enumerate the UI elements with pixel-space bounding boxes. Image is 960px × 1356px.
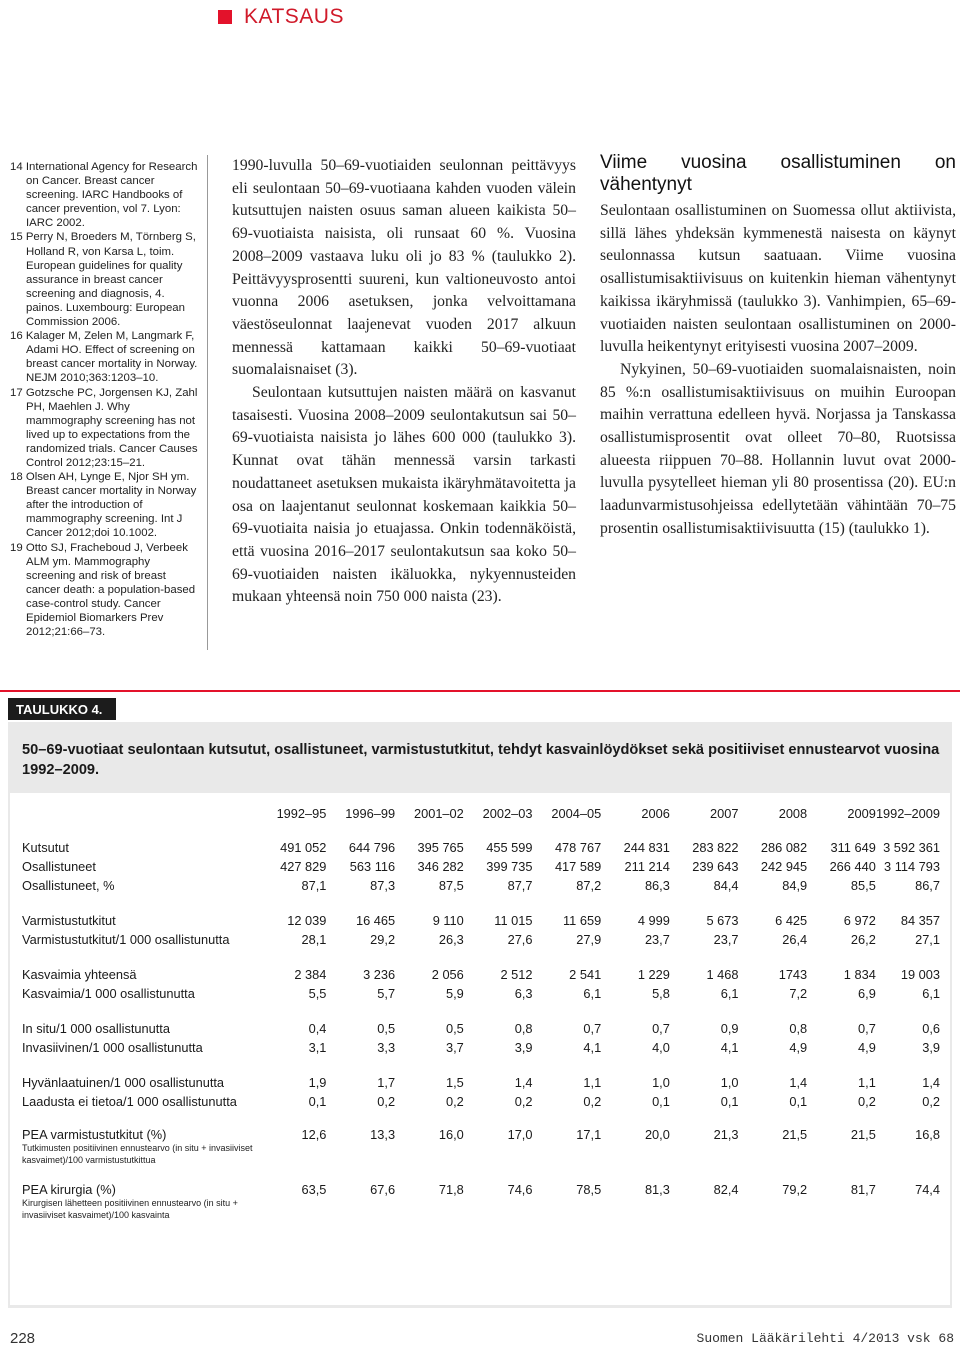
table-cell: 74,4 (915, 1182, 940, 1197)
table-cell: 0,2 (377, 1094, 396, 1109)
row-label-cell (12, 1073, 258, 1092)
table-cell: 71,8 (438, 1182, 464, 1197)
subheading: Viime vuosina osallistuminen on vähentynyt (600, 152, 956, 195)
table-cell: 0,7 (583, 1021, 602, 1036)
table-cell: 0,4 (308, 1021, 327, 1036)
table-cell: 2 512 (500, 967, 533, 982)
table-cell: 395 765 (417, 840, 464, 855)
table-cell: 12 039 (287, 913, 327, 928)
table-cell: 3,1 (308, 1040, 327, 1055)
table-cell: 455 599 (486, 840, 533, 855)
row-label-cell (12, 876, 258, 895)
table-header-cell: 2009 (847, 805, 876, 821)
table-cell: 9 110 (432, 913, 464, 928)
row-label: Varmistustutkitut/1 000 osallistunutta (22, 932, 230, 947)
row-label: In situ/1 000 osallistunutta (22, 1021, 170, 1036)
table-cell: 1,1 (858, 1075, 876, 1090)
table-header-cell: 2004–05 (551, 805, 602, 821)
table-header-cell: 1992–95 (276, 805, 327, 821)
table-row (12, 911, 948, 930)
row-label-cell (12, 911, 258, 930)
paragraph: Seulontaan osallistuminen on Suomessa ollut aktiivista, sillä lähes yhdeksän kymmenestä naisesta on käynyt seulonnassa kutsun saatuaan. Viime vuosina osallistumisaktiivisuus on kuitenkin hieman vähentynyt kaikissa ikäryhmissä (taulukko 3). Vanhimpien, 65–69-vuotiaiden naisten seulontaan osallistuminen on 2000-luvulla heikentynyt erityisesti vuosina 2007–2009. (600, 202, 956, 356)
table-cell: 286 082 (760, 840, 808, 855)
reference-item: 19 Otto SJ, Fracheboud J, Verbeek ALM ym. Mammography screening and risk of breast cancer death: a population-based case-control study. Cancer Epidemiol Biomarkers Prev 2012;21:66–73. (10, 541, 196, 639)
table-cell: 86,3 (644, 878, 670, 893)
table-cell: 82,4 (713, 1182, 739, 1197)
table-cell: 3 592 361 (883, 840, 940, 855)
table-cell: 4,1 (720, 1040, 739, 1055)
table-cell: 4,0 (652, 1040, 670, 1055)
table-cell: 1743 (778, 967, 808, 982)
table-cell: 478 767 (554, 840, 602, 855)
table-cell: 0,9 (720, 1021, 739, 1036)
table-cell: 86,7 (915, 878, 940, 893)
table-cell: 283 822 (692, 840, 739, 855)
row-label-cell (12, 965, 258, 984)
table-row (12, 838, 948, 857)
table-cell: 26,4 (782, 932, 808, 947)
table-cell: 0,1 (789, 1094, 808, 1109)
table-row (12, 984, 948, 1003)
row-label-cell (12, 857, 258, 876)
table-cell: 84,9 (782, 878, 808, 893)
table-cell: 74,6 (507, 1182, 533, 1197)
row-label: PEA kirurgia (%) (22, 1182, 116, 1197)
table-cell: 0,2 (446, 1094, 464, 1109)
table-row (12, 1092, 948, 1111)
table-cell: 29,2 (370, 932, 396, 947)
table-cell: 79,2 (782, 1182, 808, 1197)
table-cell: 87,7 (507, 878, 533, 893)
table-cell: 16,8 (915, 1127, 940, 1142)
table-cell: 1,4 (922, 1075, 940, 1090)
table-cell: 6 972 (843, 913, 876, 928)
row-label: Laadusta ei tietoa/1 000 osallistunutta (22, 1094, 237, 1109)
table-cell: 67,6 (370, 1182, 396, 1197)
table-cell: 6,9 (858, 986, 876, 1001)
table-cell: 1,0 (720, 1075, 739, 1090)
table-cell: 644 796 (348, 840, 396, 855)
table-cell: 2 056 (431, 967, 464, 982)
table-header-cell: 2002–03 (482, 805, 533, 821)
table-divider (0, 690, 960, 692)
table-row (12, 1127, 948, 1166)
table-header-cell: 2008 (778, 805, 808, 821)
table-cell: 266 440 (829, 859, 876, 874)
table-row (12, 1038, 948, 1057)
table-cell: 1,1 (583, 1075, 602, 1090)
table-cell: 6 425 (775, 913, 808, 928)
table-row (12, 1073, 948, 1092)
table-cell: 87,5 (438, 878, 464, 893)
table-caption: 50–69-vuotiaat seulontaan kutsutut, osallistuneet, varmistustutkitut, tehdyt kasvainlöydökset sekä positiiviset ennustearvot vuosina 1992–2009. (22, 742, 940, 778)
section-marker-icon (218, 10, 232, 24)
row-label-cell (12, 1182, 258, 1221)
table-cell: 16,0 (438, 1127, 464, 1142)
table-cell: 5,5 (308, 986, 327, 1001)
table-cell: 5,8 (652, 986, 670, 1001)
table-cell: 0,8 (789, 1021, 808, 1036)
table-cell: 19 003 (900, 967, 940, 982)
table-cell: 84,4 (713, 878, 739, 893)
table-header-row (12, 800, 948, 826)
table-cell: 2 541 (569, 967, 602, 982)
table-cell: 28,1 (301, 932, 327, 947)
table-cell: 239 643 (692, 859, 739, 874)
table-cell: 21,5 (850, 1127, 876, 1142)
table-cell: 0,5 (446, 1021, 464, 1036)
paragraph: Seulontaan kutsuttujen naisten määrä on kasvanut tasaisesti. Vuosina 2008–2009 seulontakutsun sai 50–69-vuotiaista naisista jo lähes 600 000 (taulukko 3). Kunnat ovat tähän mennessä varsin tarkasti noudattaneet asetuksen mukaista ikäryhmätavoitetta ja osa on laajentanut seulonnat koskemaan kaikkia 50–69-vuotiaita naisia jo etuajassa. Onkin todennäköistä, että vuosina 2016–2017 seulontakutsun saa koko 50–69-vuotiaiden naisten ikäluokka, nykyennusteiden mukaan yhteensä noin 750 000 naista (23). (232, 384, 576, 606)
table-cell: 0,5 (377, 1021, 396, 1036)
table-cell: 1 468 (706, 967, 739, 982)
table-cell: 311 649 (830, 840, 876, 855)
table-cell: 0,2 (514, 1094, 533, 1109)
table-cell: 5,9 (446, 986, 464, 1001)
table-spacer (12, 895, 948, 911)
table-row (12, 876, 948, 895)
table-cell: 417 589 (554, 859, 602, 874)
table-spacer (12, 826, 948, 838)
table-spacer (12, 1111, 948, 1127)
table-cell: 87,3 (370, 878, 396, 893)
table-cell: 16 465 (355, 913, 396, 928)
row-label: Osallistuneet (22, 859, 96, 874)
table-cell: 399 735 (486, 859, 533, 874)
row-label: Varmistustutkitut (22, 913, 116, 928)
table-cell: 2 384 (294, 967, 327, 982)
table-cell: 0,1 (720, 1094, 739, 1109)
reference-list (10, 160, 200, 639)
row-label: Osallistuneet, % (22, 878, 115, 893)
table-spacer (12, 1003, 948, 1019)
table-cell: 4,9 (789, 1040, 808, 1055)
table-cell: 84 357 (900, 913, 940, 928)
table-cell: 23,7 (644, 932, 670, 947)
row-label-cell (12, 1127, 258, 1166)
section-header (218, 5, 344, 29)
screening-table (12, 800, 948, 1221)
row-label: Invasiivinen/1 000 osallistunutta (22, 1040, 203, 1055)
paragraph: Nykyinen, 50–69-vuotiaiden suomalaisnaisten, noin 85 %:n osallistumisaktiivisuus on muihin Euroopan maihin verrattuna edelleen hyvä. Norjassa ja Tanskassa osallistumisprosentit ovat olleet 70–80, Ruotsissa alueesta riippuen 70–88. Hollannin luvut ovat 2000-luvulla pysytelleet hieman yli 80 prosentissa (20). EU:n laadunvarmistusohjeissa edellytetään vähintään 70–75 prosentin osallistumisaktiivisuutta (15) (taulukko 1). (600, 360, 956, 537)
row-label-cell (12, 1019, 258, 1038)
table-header-cell: 2006 (641, 805, 670, 821)
table-cell: 11 659 (563, 913, 602, 928)
table-cell: 81,7 (850, 1182, 876, 1197)
table-cell: 1,5 (446, 1075, 464, 1090)
row-note: Kirurgisen lähetteen positiivinen ennustearvo (in situ + invasiiviset kasvaimet)/100 kasvainta (22, 1198, 238, 1220)
reference-item: 16 Kalager M, Zelen M, Langmark F, Adami HO. Effect of screening on breast cancer mortality in Norway. NEJM 2010;363:1203–10. (10, 330, 198, 385)
reference-item: 18 Olsen AH, Lynge E, Njor SH ym. Breast cancer mortality in Norway after the introduction of mammography screening. Int J Cancer 2012;doi 10.1002. (10, 471, 197, 540)
table-cell: 491 052 (280, 840, 327, 855)
table-cell: 0,2 (858, 1094, 876, 1109)
reference-item: 14 International Agency for Research on Cancer. Breast cancer screening. IARC Handbooks of cancer prevention, vol 7. Lyon: IARC 2002. (10, 161, 198, 230)
table-cell: 1,4 (789, 1075, 808, 1090)
table-cell: 4,1 (583, 1040, 602, 1055)
column-divider (207, 155, 208, 650)
table-cell: 87,2 (576, 878, 602, 893)
table-cell: 0,8 (514, 1021, 533, 1036)
table-cell: 346 282 (417, 859, 464, 874)
table-row (12, 930, 948, 949)
row-label: Kasvaimia/1 000 osallistunutta (22, 986, 195, 1001)
table-spacer (12, 949, 948, 965)
table-cell: 3 236 (363, 967, 396, 982)
table-header-cell: 1996–99 (345, 805, 396, 821)
table-cell: 1 834 (843, 967, 876, 982)
paragraph: 1990-luvulla 50–69-vuotiaiden seulonnan peittävyys eli seulontaan 50–69-vuotiaana kahden vuoden välein kutsuttujen naisten osuus saman alueen kaikista 50–69-vuotiaista naisista, oli runsaat 60 %. Vuosina 2008–2009 vastaava luku oli jo 83 % (taulukko 2). Peittävyysprosentti suureni, kun valtioneuvosto antoi vuonna 2006 asetuksen, jonka velvoittamana väestöseulonnat laajenevat vuoden 2017 alkuun mennessä kattamaan kaikki 50–69-vuotiaat suomalaisnaiset (3). (232, 157, 576, 379)
table-header-cell: 2001–02 (413, 805, 464, 821)
row-label: Kasvaimia yhteensä (22, 967, 137, 982)
table-row (12, 1182, 948, 1221)
table-cell: 6,1 (720, 986, 739, 1001)
table-label: TAULUKKO 4. (8, 698, 116, 720)
row-label: Kutsutut (22, 840, 69, 855)
table-cell: 244 831 (623, 840, 670, 855)
table-cell: 17,0 (507, 1127, 533, 1142)
table-cell: 23,7 (713, 932, 739, 947)
table-spacer (12, 1166, 948, 1182)
table-spacer (12, 1057, 948, 1073)
table-row (12, 965, 948, 984)
article-column-2 (232, 155, 576, 609)
table-cell: 0,1 (652, 1094, 670, 1109)
table-row (12, 857, 948, 876)
table-cell: 63,5 (301, 1182, 327, 1197)
row-note: Tutkimusten positiivinen ennustearvo (in situ + invasiiviset kasvaimet)/100 varmistustutkittua (22, 1143, 253, 1165)
table-cell: 242 945 (760, 859, 808, 874)
table-cell: 13,3 (370, 1127, 396, 1142)
table-cell: 7,2 (789, 986, 808, 1001)
table-cell: 427 829 (280, 859, 327, 874)
table-cell: 3,9 (514, 1040, 533, 1055)
table-cell: 3,9 (922, 1040, 940, 1055)
table-cell: 0,2 (583, 1094, 602, 1109)
table-cell: 17,1 (576, 1127, 602, 1142)
table-header-cell: 2007 (710, 805, 739, 821)
table-cell: 0,7 (652, 1021, 670, 1036)
table-cell: 81,3 (644, 1182, 670, 1197)
table-cell: 26,2 (850, 932, 876, 947)
table-cell: 27,1 (915, 932, 940, 947)
row-label-cell (12, 1092, 258, 1111)
table-cell: 3,7 (446, 1040, 464, 1055)
table-cell: 5 673 (706, 913, 739, 928)
table-cell: 78,5 (576, 1182, 602, 1197)
table-cell: 21,3 (713, 1127, 739, 1142)
table-cell: 0,7 (858, 1021, 876, 1036)
table-cell: 0,6 (922, 1021, 940, 1036)
table-header-cell (12, 800, 258, 826)
table-cell: 1,4 (514, 1075, 533, 1090)
table-cell: 1,0 (652, 1075, 670, 1090)
table-cell: 85,5 (850, 878, 876, 893)
row-label: PEA varmistustutkitut (%) (22, 1127, 167, 1142)
table-cell: 6,1 (583, 986, 602, 1001)
table-cell: 20,0 (644, 1127, 670, 1142)
journal-name: Suomen Lääkärilehti 4/2013 vsk 68 (696, 1331, 954, 1346)
table-cell: 11 015 (494, 913, 533, 928)
table-cell: 4 999 (637, 913, 670, 928)
table-cell: 0,1 (308, 1094, 327, 1109)
article-column-3 (600, 152, 956, 541)
table-cell: 6,3 (514, 986, 533, 1001)
table-cell: 27,6 (507, 932, 533, 947)
row-label-cell (12, 930, 258, 949)
table-cell: 211 214 (624, 859, 670, 874)
table-cell: 563 116 (349, 859, 396, 874)
row-label-cell (12, 838, 258, 857)
row-label-cell (12, 1038, 258, 1057)
table-row (12, 1019, 948, 1038)
table-cell: 3 114 793 (884, 859, 940, 874)
table-cell: 5,7 (377, 986, 396, 1001)
table-cell: 6,1 (922, 986, 940, 1001)
table-cell: 26,3 (438, 932, 464, 947)
page-number: 228 (10, 1330, 36, 1347)
table-cell: 87,1 (301, 878, 327, 893)
reference-item: 15 Perry N, Broeders M, Törnberg S, Holland R, von Karsa L, toim. European guidelines for quality assurance in breast cancer screening and diagnosis, 4. painos. Luxembourg: European Commission 2006. (10, 231, 196, 329)
row-label-cell (12, 984, 258, 1003)
table-cell: 27,9 (576, 932, 602, 947)
table-cell: 21,5 (782, 1127, 808, 1142)
table-cell: 1 229 (637, 967, 670, 982)
table-cell: 3,3 (377, 1040, 396, 1055)
table-header-cell: 1992–2009 (875, 805, 940, 821)
table-cell: 1,7 (377, 1075, 396, 1090)
section-title: KATSAUS (244, 5, 344, 28)
table-cell: 0,2 (922, 1094, 940, 1109)
row-label: Hyvänlaatuinen/1 000 osallistunutta (22, 1075, 225, 1090)
table-cell: 4,9 (858, 1040, 876, 1055)
table-cell: 1,9 (308, 1075, 327, 1090)
reference-item: 17 Gotzsche PC, Jorgensen KJ, Zahl PH, Maehlen J. Why mammography screening has not lived up to expectations from the randomized trials. Cancer Causes Control 2012;23:15–21. (10, 386, 198, 469)
table-cell: 12,6 (301, 1127, 327, 1142)
